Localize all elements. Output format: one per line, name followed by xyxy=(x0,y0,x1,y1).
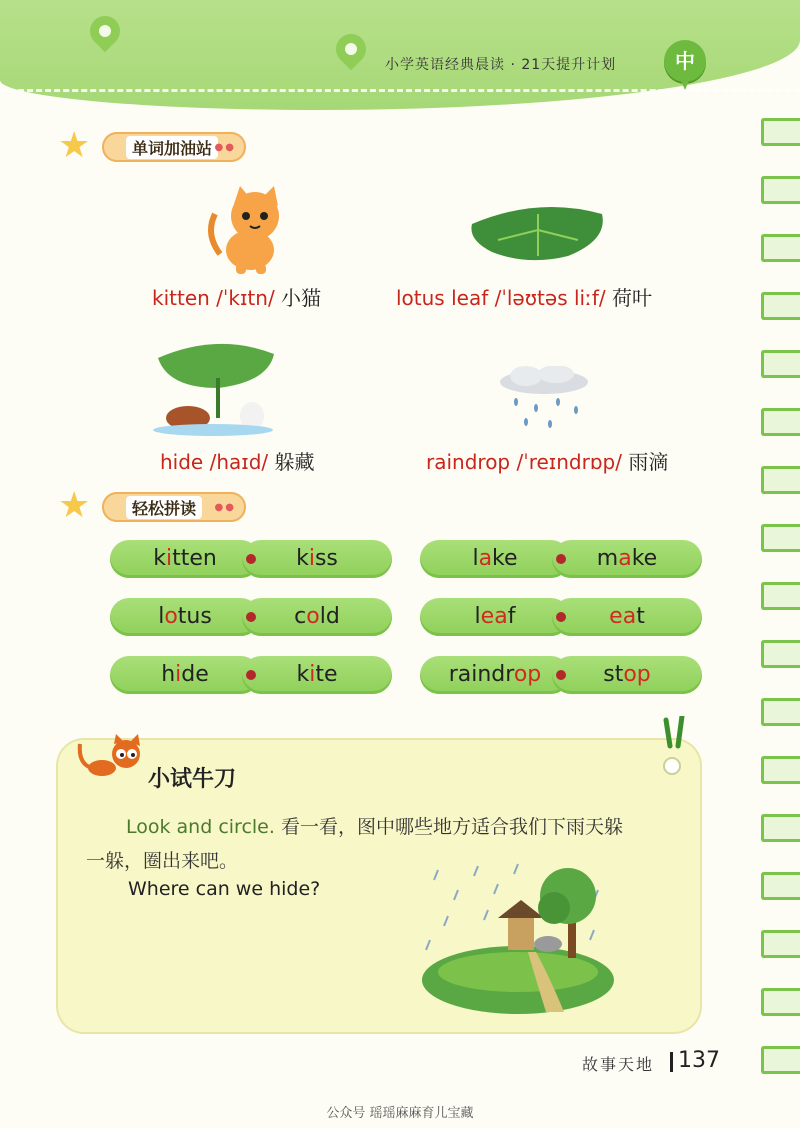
question-text: Where can we hide? xyxy=(128,878,321,900)
lotus-leaf-illustration xyxy=(468,200,608,266)
pair-dot xyxy=(556,612,566,622)
phonics-pair xyxy=(420,598,702,636)
page-number: 137 xyxy=(678,1048,720,1073)
pair-word-right: make xyxy=(552,540,702,578)
footer-section: 故事天地 xyxy=(582,1055,655,1074)
instruction-cn: 看一看，图中哪些地方适合我们下雨天躲 xyxy=(280,816,623,838)
vocab-ipa: /haɪd/ xyxy=(209,450,269,474)
phonics-pair xyxy=(420,656,702,694)
watermark: 公众号 瑶瑶麻麻育儿宝藏 xyxy=(326,1106,474,1121)
section-tag-phonics: ★ 轻松拼读 ●● xyxy=(58,488,248,524)
vocab-meaning: 躲藏 xyxy=(274,450,315,474)
vocab-meaning: 荷叶 xyxy=(611,286,652,310)
pair-word-left: leaf xyxy=(420,598,570,636)
vocab-item xyxy=(396,282,652,311)
pair-dot xyxy=(246,670,256,680)
vocab-ipa: /ˈləʊtəs liːf/ xyxy=(494,286,606,310)
pair-word-right: eat xyxy=(552,598,702,636)
pair-word-right: stop xyxy=(552,656,702,694)
instruction-cn-continued: 一躲，圈出来吧。 xyxy=(86,850,239,872)
practice-title: 小试牛刀 xyxy=(148,767,237,792)
hide-illustration xyxy=(148,338,278,438)
pair-word-left: hide xyxy=(110,656,260,694)
vocab-meaning: 雨滴 xyxy=(628,450,669,474)
header-title: 小学英语经典晨读 · 21天提升计划 xyxy=(385,57,617,73)
pair-word-left: lake xyxy=(420,540,570,578)
phonics-pair xyxy=(420,540,702,578)
section-tag-words: ★ 单词加油站 ●● xyxy=(58,128,248,164)
star-icon: ★ xyxy=(58,485,91,526)
kitten-illustration xyxy=(200,184,290,276)
cat-mascot-icon xyxy=(76,734,146,780)
pair-word-left: kitten xyxy=(110,540,260,578)
vocab-meaning: 小猫 xyxy=(281,286,322,310)
vocab-ipa: /ˈreɪndrɒp/ xyxy=(516,450,622,474)
vocab-word: raindrop xyxy=(426,450,511,474)
pair-word-left: raindrop xyxy=(420,656,570,694)
section-title: 单词加油站 xyxy=(126,136,218,159)
vocab-ipa: /ˈkɪtn/ xyxy=(216,286,275,310)
pair-word-right: kiss xyxy=(242,540,392,578)
star-icon: ★ xyxy=(58,125,91,166)
rain-park-illustration xyxy=(418,860,618,1016)
vocab-word: lotus leaf xyxy=(396,286,489,310)
pair-dot xyxy=(246,554,256,564)
vocab-word: kitten xyxy=(152,286,210,310)
raindrop-illustration xyxy=(496,366,592,430)
pair-word-right: cold xyxy=(242,598,392,636)
bookmark-tab-icon xyxy=(656,716,702,786)
phonics-pair xyxy=(110,540,392,578)
vocab-item xyxy=(152,282,321,311)
instruction-en: Look and circle. xyxy=(126,816,275,838)
phonics-pair xyxy=(110,598,392,636)
pair-word-right: kite xyxy=(242,656,392,694)
instruction-text xyxy=(126,808,696,846)
level-badge: 中 xyxy=(664,40,706,82)
vocab-item xyxy=(426,446,668,475)
pair-word-left: lotus xyxy=(110,598,260,636)
vocab-word: hide xyxy=(160,450,204,474)
section-title: 轻松拼读 xyxy=(126,496,202,519)
pair-dot xyxy=(556,670,566,680)
phonics-pair xyxy=(110,656,392,694)
pair-dot xyxy=(556,554,566,564)
pair-dot xyxy=(246,612,256,622)
vocab-item xyxy=(160,446,315,475)
